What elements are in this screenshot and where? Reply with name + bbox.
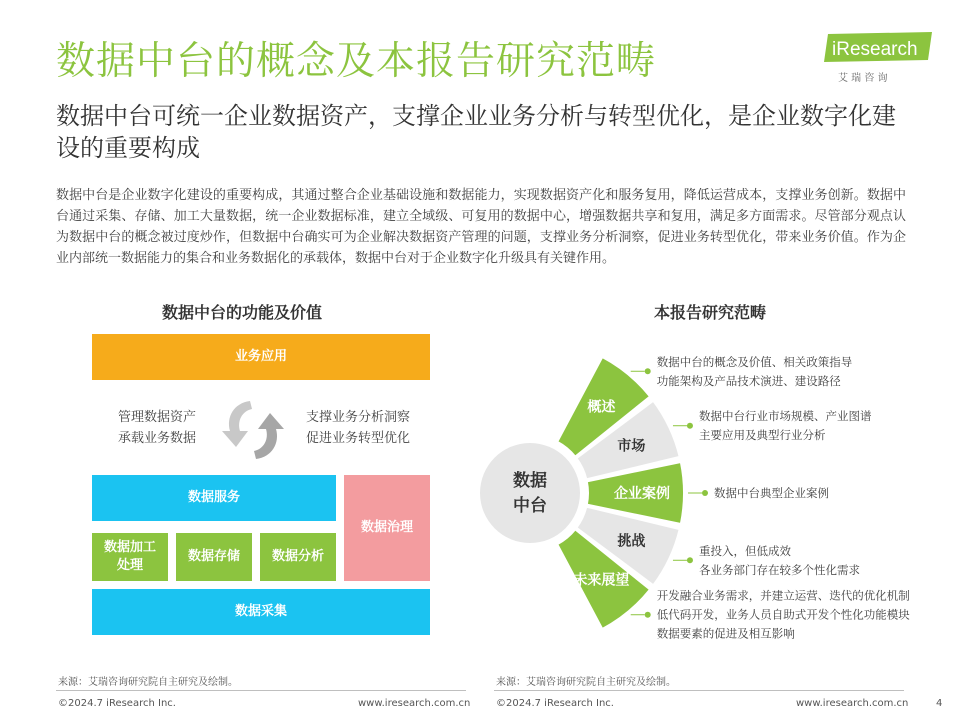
right-source-note: 来源：艾瑞咨询研究院自主研究及绘制。 [496,677,676,688]
iresearch-logo [824,30,934,86]
segment-3-desc-1: 数据中台典型企业案例 [714,486,829,500]
segment-4-label: 挑战 [617,533,646,550]
segment-1-desc-1: 数据中台的概念及价值、相关政策指导 [656,354,853,369]
page-number: 4 [936,698,943,709]
segment-1-desc-2: 功能架构及产品技术演进、建设路径 [656,373,841,388]
data-collection-block: 数据采集 [92,589,430,635]
left-footer-copyright: ©2024.7 iResearch Inc. [58,698,176,709]
segment-4-desc-2: 各业务部门存在较多个性化需求 [698,562,860,577]
left-value-text-2: 承载业务数据 [118,431,197,446]
research-scope-diagram [470,320,910,670]
left-value-text-1: 管理数据资产 [118,410,197,425]
right-footer-divider [494,690,904,691]
segment-5-desc-3: 数据要素的促进及相互影响 [656,626,795,641]
segment-1-bullet [645,368,651,374]
segment-5-desc-2: 低代码开发，业务人员自助式开发个性化功能模块 [656,607,910,622]
cycle-arrows-icon [220,395,286,465]
segment-5-bullet [645,612,651,618]
logo-wordmark: iResearch [832,39,918,60]
data-service-block: 数据服务 [92,475,336,521]
data-governance-block: 数据治理 [344,475,430,581]
segment-4-desc-1: 重投入，但低成效 [698,543,791,558]
left-footer-divider [56,690,466,691]
center-label-line2: 中台 [513,496,547,516]
segment-3-bullet [702,490,708,496]
segment-2-label: 市场 [617,438,646,455]
segment-2-desc-2: 主要应用及典型行业分析 [698,428,826,443]
page-subtitle: 数据中台可统一企业数据资产，支撑企业业务分析与转型优化，是企业数字化建设的重要构成 [56,102,896,162]
segment-2-bullet [687,423,693,429]
left-source-note: 来源：艾瑞咨询研究院自主研究及绘制。 [58,677,238,688]
segment-3-label: 企业案例 [614,486,670,502]
business-app-block: 业务应用 [92,334,430,380]
right-value-text-1: 支撑业务分析洞察 [306,410,411,425]
segment-4-bullet [687,557,693,563]
segment-layer [557,355,910,641]
segment-5-label: 未来展望 [573,572,630,589]
segment-1-label: 概述 [587,399,616,416]
data-analysis-block: 数据分析 [260,533,336,581]
left-panel-title: 数据中台的功能及价值 [162,303,323,322]
center-circle [480,443,580,543]
right-value-text-2: 促进业务转型优化 [306,431,411,446]
right-footer-copyright: ©2024.7 iResearch Inc. [496,698,614,709]
intro-paragraph: 数据中台是企业数字化建设的重要构成，其通过整合企业基础设施和数据能力，实现数据资产化和服务复用，降低运营成本，支撑业务创新。数据中台通过采集、存储、加工大量数据，统一企业数据标准，建立全域级、可复用的数据中心，增强数据共享和复用，满足多方面需求。尽管部分观点认为数据中台的概念被过度炒作，但数据中台确实可为企业解决数据资产管理的问题，支撑业务分析洞察，促进业务转型优化，带来业务价值。作为企业内部统一数据能力的集合和业务数据化的承载体，数据中台对于企业数字化升级具有关键作用。 [56,188,906,266]
data-storage-block: 数据存储 [176,533,252,581]
right-panel-title: 本报告研究范畴 [654,303,767,322]
page-title: 数据中台的概念及本报告研究范畴 [56,39,657,84]
logo-subtext: 艾 瑞 咨 询 [838,73,888,84]
segment-2-desc-1: 数据中台行业市场规模、产业图谱 [698,409,872,424]
left-footer-url: www.iresearch.com.cn [358,698,471,709]
segment-5-desc-1: 开发融合业务需求，并建立运营、迭代的优化机制 [656,588,910,603]
right-footer-url: www.iresearch.com.cn [796,698,909,709]
center-label-line1: 数据 [513,471,547,491]
data-processing-block: 数据加工处理 [92,533,168,581]
